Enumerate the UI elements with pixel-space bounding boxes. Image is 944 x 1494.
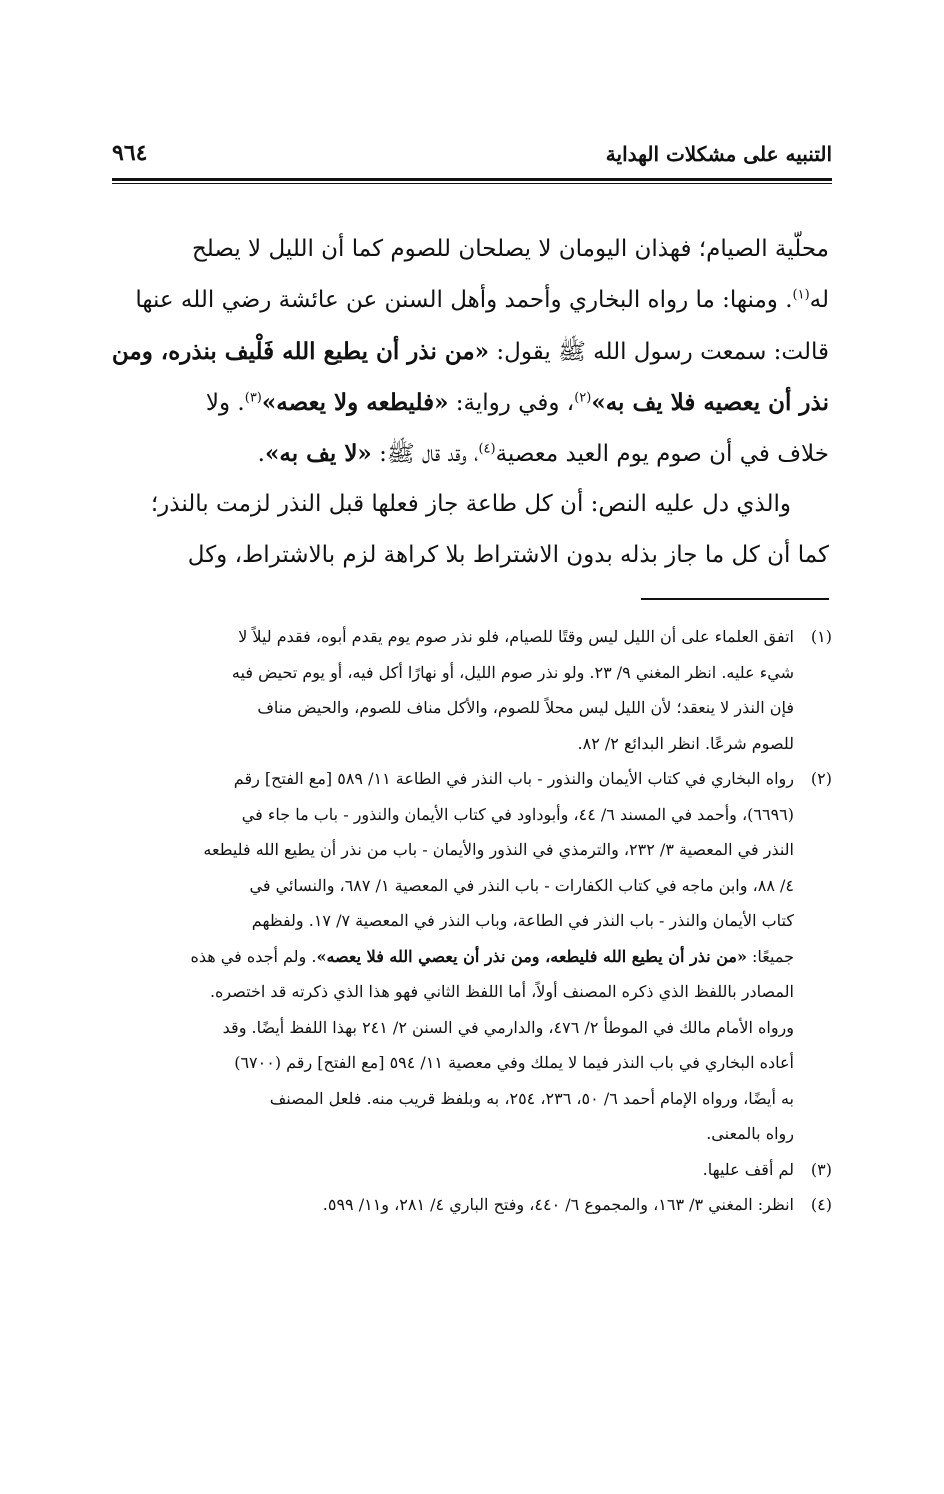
main-text-line (110, 275, 829, 326)
text-run: للصوم شرعًا. انظر البدائع ٢/ ٨٢. (577, 733, 794, 753)
footnote-line (112, 974, 832, 1010)
text-run: أعاده البخاري في باب النذر فيما لا يملك وفي معصية ١١/ ٥٩٤ [مع الفتح] رقم (٦٧٠٠) (234, 1053, 794, 1072)
footnote-line (112, 619, 832, 655)
header-rule-thick (112, 178, 832, 181)
hadith-quote: نذر أن يعصيه فلا يف به» (591, 389, 829, 416)
text-run: . ولا (205, 390, 245, 416)
text-run: النذر في المعصية ٣/ ٢٣٢، والترمذي في النذور والأيمان - باب من نذر أن يطيع الله فليطعه (203, 840, 794, 859)
text-run: كتاب الأيمان والنذر - باب النذر في الطاعة، وباب النذر في المعصية ٧/ ١٧. ولفظهم (251, 911, 794, 930)
text-run: كما أن كل ما جاز بذله بدون الاشتراط بلا كراهة لزم بالاشتراط، وكل (187, 542, 829, 568)
text-run: له (809, 287, 829, 313)
text-run: . ولم أجده في هذه (190, 946, 317, 966)
footnote-line (112, 726, 832, 762)
header-rule-thin (112, 183, 832, 184)
footnote-separator (641, 598, 829, 600)
footnote-line (112, 1010, 832, 1046)
text-run: لم أقف عليها. (702, 1159, 794, 1179)
text-run: . (257, 441, 265, 467)
hadith-quote: «لا يف به» (264, 440, 372, 467)
footnote-line (112, 903, 832, 939)
main-text-line (110, 530, 829, 581)
main-text (110, 224, 829, 581)
page-number: ٩٦٤ (112, 140, 148, 166)
footnote-number: (١) (810, 627, 832, 646)
text-run: انظر: المغني ٣/ ١٦٣، والمجموع ٦/ ٤٤٠، وفتح الباري ٤/ ٢٨١، و١١/ ٥٩٩. (322, 1195, 794, 1214)
text-run: جميعًا: (746, 946, 794, 966)
text-run: ٤/ ٨٨، وابن ماجه في كتاب الكفارات - باب النذر في المعصية ١/ ٦٨٧، والنسائي في (249, 875, 794, 895)
main-text-line (110, 479, 829, 530)
footnote-number: (٤) (810, 1195, 832, 1214)
footnote-line (112, 655, 832, 691)
text-run: والذي دل عليه النص: أن كل طاعة جاز فعلها قبل النذر لزمت بالنذر؛ (150, 491, 791, 517)
footnote-line (112, 1045, 832, 1081)
text-run: فإن النذر لا ينعقد؛ لأن الليل ليس محلاً للصوم، والأكل مناف للصوم، والحيض مناف (257, 698, 794, 717)
footnote-ref: (٤) (478, 441, 496, 457)
text-run: ، وفي رواية: (448, 390, 575, 416)
text-run: (٦٦٩٦)، وأحمد في المسند ٦/ ٤٤، وأبوداود في كتاب الأيمان والنذور - باب ما جاء في (241, 804, 794, 824)
text-run: اتفق العلماء على أن الليل ليس وقتًا للصيام، فلو نذر صوم يوم يقدم أبوه، فقدم ليلاً لا (238, 627, 794, 646)
main-text-line (110, 224, 829, 275)
text-run: ورواه الأمام مالك في الموطأ ٢/ ٤٧٦، والدارمي في السنن ٢/ ٢٤١ بهذا اللفظ أيضًا. وقد (222, 1017, 794, 1037)
footnote-ref: (٣) (244, 390, 262, 406)
text-run: شيء عليه. انظر المغني ٩/ ٢٣. ولو نذر صوم الليل، أو نهارًا أكل فيه، أو يوم تحيض فيه (231, 662, 794, 682)
footnote-ref: (١) (792, 287, 810, 303)
footnotes (112, 619, 832, 1223)
hadith-quote: «من نذر أن يطيع الله فَلْيف بنذره، ومن (111, 338, 490, 365)
text-run: المصادر باللفظ الذي ذكره المصنف أولاً، أما اللفظ الثاني فهو هذا الذي ذكرته قد اختصره. (209, 982, 794, 1001)
text-run: . ومنها: ما رواه البخاري وأحمد وأهل السنن عن عائشة رضي الله عنها (135, 287, 793, 313)
footnote-line (112, 1152, 832, 1188)
footnote-line (112, 797, 832, 833)
text-run: محلّية الصيام؛ فهذان اليومان لا يصلحان للصوم كما أن الليل لا يصلح (191, 236, 829, 262)
main-text-line (110, 326, 829, 377)
footnote-number: (٣) (810, 1159, 832, 1179)
footnote-ref: (٢) (574, 390, 592, 406)
main-text-line (110, 377, 829, 428)
footnote-line (112, 690, 832, 726)
book-title: التنبيه على مشكلات الهداية (605, 142, 832, 166)
footnote-line (112, 868, 832, 904)
hadith-quote: «فليطعه ولا يعصه» (261, 389, 449, 416)
page-header (112, 140, 832, 180)
text-run: خلاف في أن صوم يوم العيد معصية (495, 441, 829, 467)
text-run: رواه البخاري في كتاب الأيمان والنذور - باب النذر في الطاعة ١١/ ٥٨٩ [مع الفتح] رقم (233, 769, 794, 788)
main-text-line (110, 428, 829, 479)
footnote-line (112, 761, 832, 797)
footnote-number: (٢) (810, 769, 832, 788)
footnote-line (112, 1081, 832, 1117)
footnote-line (112, 1187, 832, 1223)
text-run: ، وقد قال ﷺ: (371, 441, 479, 467)
footnote-line (112, 939, 832, 975)
footnote-line (112, 1116, 832, 1152)
text-run: قالت: سمعت رسول الله ﷺ يقول: (489, 339, 829, 365)
footnote-line (112, 832, 832, 868)
hadith-quote: «من نذر أن يطيع الله فليطعه، ومن نذر أن يعصي الله فلا يعصه» (316, 946, 747, 966)
text-run: به أيضًا، ورواه الإمام أحمد ٦/ ٥٠، ٢٣٦، ٢٥٤، به وبلفظ قريب منه. فلعل المصنف (269, 1088, 794, 1108)
text-run: رواه بالمعنى. (706, 1124, 794, 1143)
